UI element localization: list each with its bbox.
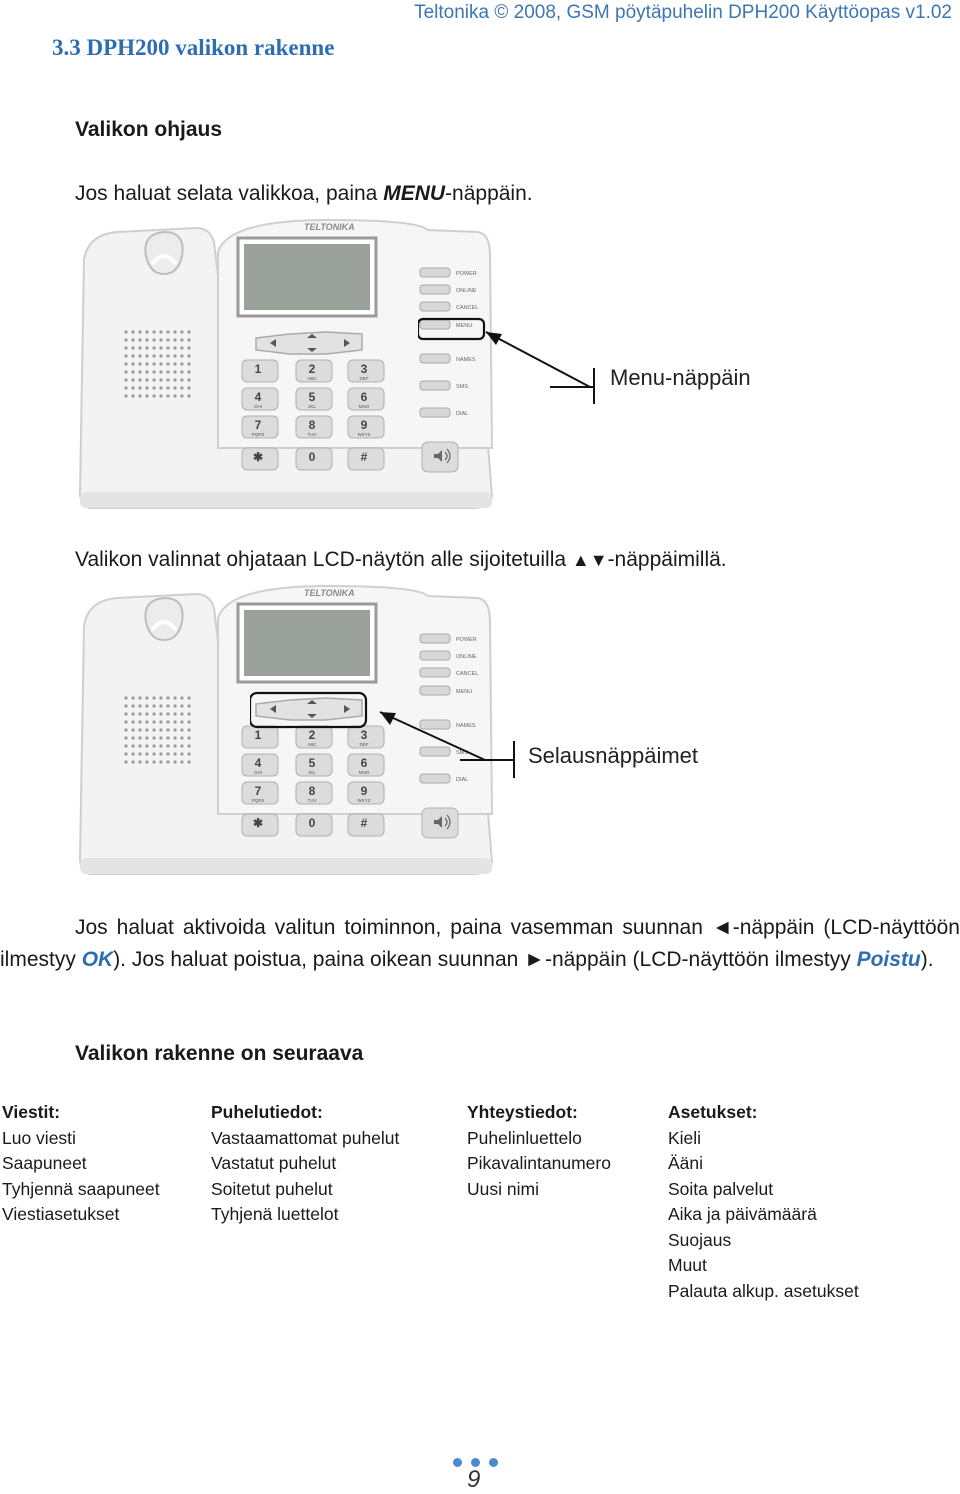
speaker-hole (145, 338, 148, 341)
side-button (420, 285, 450, 294)
hook-icon (145, 232, 182, 274)
right-arrow-icon: ► (524, 948, 545, 971)
keypad-digit: ✱ (252, 450, 264, 464)
menu-key-callout-label: Menu-näppäin (610, 365, 751, 390)
side-button-label: POWER (456, 271, 477, 277)
speaker-hole (166, 760, 169, 763)
speaker-hole (173, 338, 176, 341)
up-down-arrows-icon: ▲▼ (571, 550, 608, 570)
side-button-label: DIAL (456, 777, 469, 783)
speaker-hole (124, 744, 127, 747)
speaker-hole (187, 394, 190, 397)
navigation-text: Valikon valinnat ohjataan LCD-näytön alle sijoitetuilla ▲▼-näppäimillä. (75, 548, 727, 571)
speaker-hole (173, 330, 176, 333)
speaker-hole (138, 362, 141, 365)
speaker-hole (187, 696, 190, 699)
keypad-letters: PQRS (251, 432, 265, 437)
speaker-hole (166, 370, 169, 373)
speaker-hole (159, 370, 162, 373)
column-title: Viestit: (2, 1102, 61, 1122)
keypad-letters: DEF (359, 376, 369, 381)
list-item: Aika ja päivämäärä (668, 1204, 817, 1224)
keypad-digit: ✱ (252, 816, 264, 830)
speaker-hole (152, 744, 155, 747)
speaker-hole (145, 760, 148, 763)
speaker-hole (180, 362, 183, 365)
side-button-label: CANCEL (456, 671, 479, 677)
list-item: Tyhjenä luettelot (211, 1204, 339, 1224)
keypad-letters: TUV (307, 432, 317, 437)
speaker-hole (152, 696, 155, 699)
speaker-hole (152, 330, 155, 333)
speaker-hole (180, 760, 183, 763)
speaker-hole (124, 752, 127, 755)
speaker-hole (138, 394, 141, 397)
speaker-hole (131, 330, 134, 333)
speaker-hole (131, 736, 134, 739)
speaker-hole (124, 394, 127, 397)
speaker-hole (152, 736, 155, 739)
menu-control-heading: Valikon ohjaus (75, 118, 223, 141)
keypad-digit: 5 (308, 756, 316, 770)
speaker-hole (166, 696, 169, 699)
list-item: Tyhjennä saapuneet (2, 1178, 160, 1199)
speaker-hole (145, 704, 148, 707)
speaker-hole (187, 760, 190, 763)
side-button-label: POWER (456, 637, 477, 643)
speaker-hole (173, 704, 176, 707)
speaker-hole (131, 752, 134, 755)
speaker-hole (187, 736, 190, 739)
menu-column-yhteystiedot (467, 1100, 611, 1202)
hook-icon (145, 598, 182, 640)
speaker-hole (124, 712, 127, 715)
speaker-hole (138, 354, 141, 357)
speaker-hole (166, 712, 169, 715)
list-item: Ääni (668, 1153, 704, 1173)
speaker-hole (159, 338, 162, 341)
speaker-hole (152, 338, 155, 341)
speaker-hole (187, 728, 190, 731)
speaker-hole (138, 752, 141, 755)
speaker-hole (145, 744, 148, 747)
phone-foot (80, 858, 492, 874)
speaker-hole (159, 378, 162, 381)
speaker-hole (159, 704, 162, 707)
keypad-letters: MNO (358, 404, 370, 409)
left-arrow-icon: ◄ (711, 916, 733, 939)
speaker-hole (145, 330, 148, 333)
speaker-hole (180, 370, 183, 373)
list-item: Saapuneet (2, 1153, 87, 1173)
speaker-hole (159, 744, 162, 747)
speaker-hole (159, 394, 162, 397)
speaker-hole (131, 704, 134, 707)
speaker-hole (124, 696, 127, 699)
list-item: Puhelinluettelo (467, 1127, 582, 1148)
speaker-hole (152, 394, 155, 397)
list-item: Pikavalintanumero (467, 1153, 611, 1173)
speaker-hole (180, 378, 183, 381)
speaker-hole (166, 346, 169, 349)
speaker-hole (124, 330, 127, 333)
speaker-hole (159, 720, 162, 723)
speaker-hole (124, 736, 127, 739)
keypad-letters: GHI (253, 770, 263, 775)
speaker-hole (187, 346, 190, 349)
speaker-hole (166, 378, 169, 381)
list-item: Palauta alkup. asetukset (668, 1280, 859, 1301)
speaker-hole (166, 362, 169, 365)
speaker-hole (159, 346, 162, 349)
menu-intro-text: Jos haluat selata valikkoa, paina MENU-näppäin. (75, 182, 533, 205)
speaker-hole (152, 728, 155, 731)
speaker-hole (131, 760, 134, 763)
speaker-hole (180, 354, 183, 357)
keypad-letters: MNO (358, 770, 370, 775)
speaker-hole (180, 712, 183, 715)
speaker-hole (124, 370, 127, 373)
speaker-hole (166, 752, 169, 755)
speaker-hole (187, 378, 190, 381)
activation-paragraph: Jos haluat aktivoida valitun toiminnon, paina vasemman suunnan ◄-näppäin (LCD-näyttöön ilmestyy OK). Jos haluat poistua, paina oikean suunnan ►-näppäin (LCD-näyttöön ilmestyy Poistu). (0, 916, 960, 971)
side-button-label: SMS (456, 384, 468, 390)
side-button-label: SMS (456, 750, 468, 756)
keypad-letters: PQRS (251, 798, 265, 803)
speaker-hole (124, 386, 127, 389)
keypad-digit: 0 (308, 816, 316, 830)
brand-label: TELTONIKA (304, 222, 355, 232)
speaker-hole (159, 354, 162, 357)
list-item: Luo viesti (2, 1127, 76, 1148)
speaker-hole (173, 394, 176, 397)
speaker-hole (131, 720, 134, 723)
speaker-hole (159, 728, 162, 731)
speaker-hole (152, 362, 155, 365)
speaker-hole (145, 752, 148, 755)
speaker-hole (159, 362, 162, 365)
speaker-hole (131, 354, 134, 357)
speaker-hole (138, 736, 141, 739)
speaker-hole (145, 354, 148, 357)
list-item: Viestiasetukset (2, 1204, 120, 1224)
speaker-hole (187, 704, 190, 707)
speaker-hole (173, 378, 176, 381)
keypad-digit: 8 (308, 418, 316, 432)
menu-column-viestit (2, 1100, 160, 1228)
keypad-digit: 8 (308, 784, 316, 798)
speaker-hole (152, 752, 155, 755)
keypad-digit: 3 (360, 728, 368, 742)
structure-heading: Valikon rakenne on seuraava (75, 1042, 364, 1065)
keypad-digit: 4 (254, 756, 262, 770)
speaker-hole (138, 378, 141, 381)
speaker-hole (180, 338, 183, 341)
speaker-hole (166, 720, 169, 723)
speaker-hole (145, 362, 148, 365)
menu-column-puhelutiedot (211, 1100, 399, 1228)
speaker-hole (131, 744, 134, 747)
side-button-label: DIAL (456, 411, 469, 417)
side-button (420, 668, 450, 677)
speaker-hole (131, 728, 134, 731)
keypad-digit: 0 (308, 450, 316, 464)
speaker-hole (166, 354, 169, 357)
keypad-digit: 3 (360, 362, 368, 376)
keypad-digit: 6 (360, 390, 368, 404)
keypad-letters: JKL (308, 770, 316, 775)
speaker-hole (138, 704, 141, 707)
speaker-hole (131, 370, 134, 373)
speaker-hole (187, 752, 190, 755)
speaker-hole (173, 760, 176, 763)
keypad-letters: ABC (307, 376, 317, 381)
speaker-hole (131, 362, 134, 365)
menu-key-name: MENU (383, 182, 446, 205)
speaker-hole (124, 728, 127, 731)
list-item: Muut (668, 1255, 707, 1275)
list-item: Uusi nimi (467, 1178, 539, 1199)
speaker-hole (159, 386, 162, 389)
speaker-hole (173, 752, 176, 755)
speaker-hole (145, 728, 148, 731)
speaker-hole (173, 362, 176, 365)
speaker-hole (187, 370, 190, 373)
speaker-hole (124, 720, 127, 723)
speaker-hole (152, 370, 155, 373)
keypad-letters: GHI (253, 404, 263, 409)
speaker-hole (180, 394, 183, 397)
speaker-hole (124, 362, 127, 365)
side-button (420, 651, 450, 660)
side-button-label: NAMES (456, 357, 476, 363)
navigation-keys-callout-label: Selausnäppäimet (528, 743, 699, 768)
speaker-hole (180, 720, 183, 723)
speaker-hole (145, 378, 148, 381)
keypad-digit: 2 (308, 362, 316, 376)
keypad-digit: 1 (254, 728, 262, 742)
keypad-digit: # (360, 450, 368, 464)
speaker-hole (124, 378, 127, 381)
speaker-hole (180, 330, 183, 333)
keypad-letters: TUV (307, 798, 317, 803)
brand-label: TELTONIKA (304, 588, 355, 598)
side-button (420, 268, 450, 277)
speaker-hole (173, 696, 176, 699)
speaker-hole (138, 712, 141, 715)
speaker-hole (180, 744, 183, 747)
phone-foot (80, 492, 492, 508)
keypad-digit: # (360, 816, 368, 830)
page-number: 9 (467, 1466, 481, 1493)
keypad-digit: 5 (308, 390, 316, 404)
speaker-hole (152, 386, 155, 389)
keypad-letters: WXYZ (357, 798, 371, 803)
speaker-hole (152, 760, 155, 763)
speaker-hole (159, 330, 162, 333)
speaker-hole (152, 346, 155, 349)
speaker-hole (124, 704, 127, 707)
speaker-hole (145, 386, 148, 389)
speaker-hole (138, 386, 141, 389)
keypad-digit: 9 (360, 784, 368, 798)
speaker-hole (173, 720, 176, 723)
speaker-hole (131, 696, 134, 699)
column-title: Yhteystiedot: (467, 1102, 578, 1122)
side-button-label: MENU (456, 323, 473, 329)
menu-callout-pointer (418, 316, 618, 406)
speaker-hole (152, 354, 155, 357)
keypad-digit: 6 (360, 756, 368, 770)
speaker-hole (131, 378, 134, 381)
navigation-callout-pointer (250, 690, 530, 785)
keypad-letters: WXYZ (357, 432, 371, 437)
speaker-hole (159, 736, 162, 739)
menu-column-asetukset (668, 1100, 859, 1304)
speaker-hole (159, 760, 162, 763)
poistu-label: Poistu (856, 948, 921, 971)
side-button (420, 408, 450, 417)
speaker-hole (166, 394, 169, 397)
speaker-hole (187, 362, 190, 365)
speaker-hole (166, 744, 169, 747)
speaker-hole (187, 720, 190, 723)
side-button (420, 302, 450, 311)
speaker-hole (145, 720, 148, 723)
speaker-hole (152, 704, 155, 707)
keypad-letters: DEF (359, 742, 369, 747)
speaker-hole (138, 696, 141, 699)
speaker-hole (145, 370, 148, 373)
ok-label: OK (81, 948, 114, 971)
speaker-hole (173, 728, 176, 731)
speaker-hole (131, 338, 134, 341)
list-item: Soitetut puhelut (211, 1178, 333, 1199)
side-button-label: ONLINE (456, 288, 477, 294)
lcd-screen (244, 610, 370, 676)
column-title: Puhelutiedot: (211, 1102, 323, 1122)
list-item: Vastatut puhelut (211, 1153, 337, 1173)
speaker-hole (173, 354, 176, 357)
speaker-hole (138, 370, 141, 373)
list-item: Suojaus (668, 1229, 732, 1250)
speaker-hole (159, 752, 162, 755)
speaker-hole (187, 712, 190, 715)
side-button-label: ONLINE (456, 654, 477, 660)
speaker-hole (145, 712, 148, 715)
speaker-hole (145, 696, 148, 699)
speaker-hole (124, 354, 127, 357)
speaker-hole (159, 696, 162, 699)
document-title: Teltonika © 2008, GSM pöytäpuhelin DPH200 Käyttöopas v1.02 (414, 2, 952, 23)
speaker-hole (138, 346, 141, 349)
speaker-hole (173, 712, 176, 715)
keypad-letters: ABC (307, 742, 317, 747)
side-button-label: CANCEL (456, 305, 479, 311)
keypad-digit: 7 (254, 784, 262, 798)
speaker-hole (138, 728, 141, 731)
list-item: Kieli (668, 1127, 702, 1148)
section-title: 3.3 DPH200 valikon rakenne (52, 35, 335, 60)
speaker-hole (187, 354, 190, 357)
speaker-hole (180, 728, 183, 731)
speaker-hole (173, 744, 176, 747)
speaker-hole (152, 712, 155, 715)
speaker-hole (131, 394, 134, 397)
speaker-hole (180, 704, 183, 707)
side-button-label: MENU (456, 689, 473, 695)
list-item: Soita palvelut (668, 1178, 774, 1199)
speaker-hole (180, 696, 183, 699)
keypad-digit: 9 (360, 418, 368, 432)
speaker-hole (173, 386, 176, 389)
keypad-letters: JKL (308, 404, 316, 409)
keypad-digit: 2 (308, 728, 316, 742)
speaker-hole (145, 394, 148, 397)
speaker-hole (173, 370, 176, 373)
speaker-hole (180, 386, 183, 389)
speaker-hole (173, 736, 176, 739)
speaker-hole (187, 338, 190, 341)
speaker-hole (124, 760, 127, 763)
speaker-hole (166, 386, 169, 389)
speaker-hole (180, 736, 183, 739)
side-button-label: NAMES (456, 723, 476, 729)
speaker-hole (131, 386, 134, 389)
speaker-hole (173, 346, 176, 349)
speaker-hole (138, 720, 141, 723)
speaker-hole (145, 736, 148, 739)
speaker-hole (166, 736, 169, 739)
speaker-hole (166, 330, 169, 333)
speaker-hole (131, 712, 134, 715)
speaker-hole (131, 346, 134, 349)
speaker-hole (138, 330, 141, 333)
speaker-hole (138, 760, 141, 763)
speaker-hole (187, 386, 190, 389)
speaker-hole (124, 346, 127, 349)
speaker-hole (145, 346, 148, 349)
speaker-hole (180, 752, 183, 755)
speaker-hole (138, 744, 141, 747)
side-button (420, 634, 450, 643)
speaker-hole (124, 338, 127, 341)
keypad-digit: 1 (254, 362, 262, 376)
speaker-hole (187, 330, 190, 333)
list-item: Vastaamattomat puhelut (211, 1127, 400, 1148)
speaker-hole (166, 728, 169, 731)
column-title: Asetukset: (668, 1102, 758, 1122)
speaker-hole (187, 744, 190, 747)
lcd-screen (244, 244, 370, 310)
speaker-hole (166, 338, 169, 341)
keypad-digit: 4 (254, 390, 262, 404)
speaker-hole (138, 338, 141, 341)
keypad-digit: 7 (254, 418, 262, 432)
speaker-hole (159, 712, 162, 715)
speaker-hole (152, 720, 155, 723)
speaker-hole (166, 704, 169, 707)
speaker-hole (180, 346, 183, 349)
speaker-hole (152, 378, 155, 381)
